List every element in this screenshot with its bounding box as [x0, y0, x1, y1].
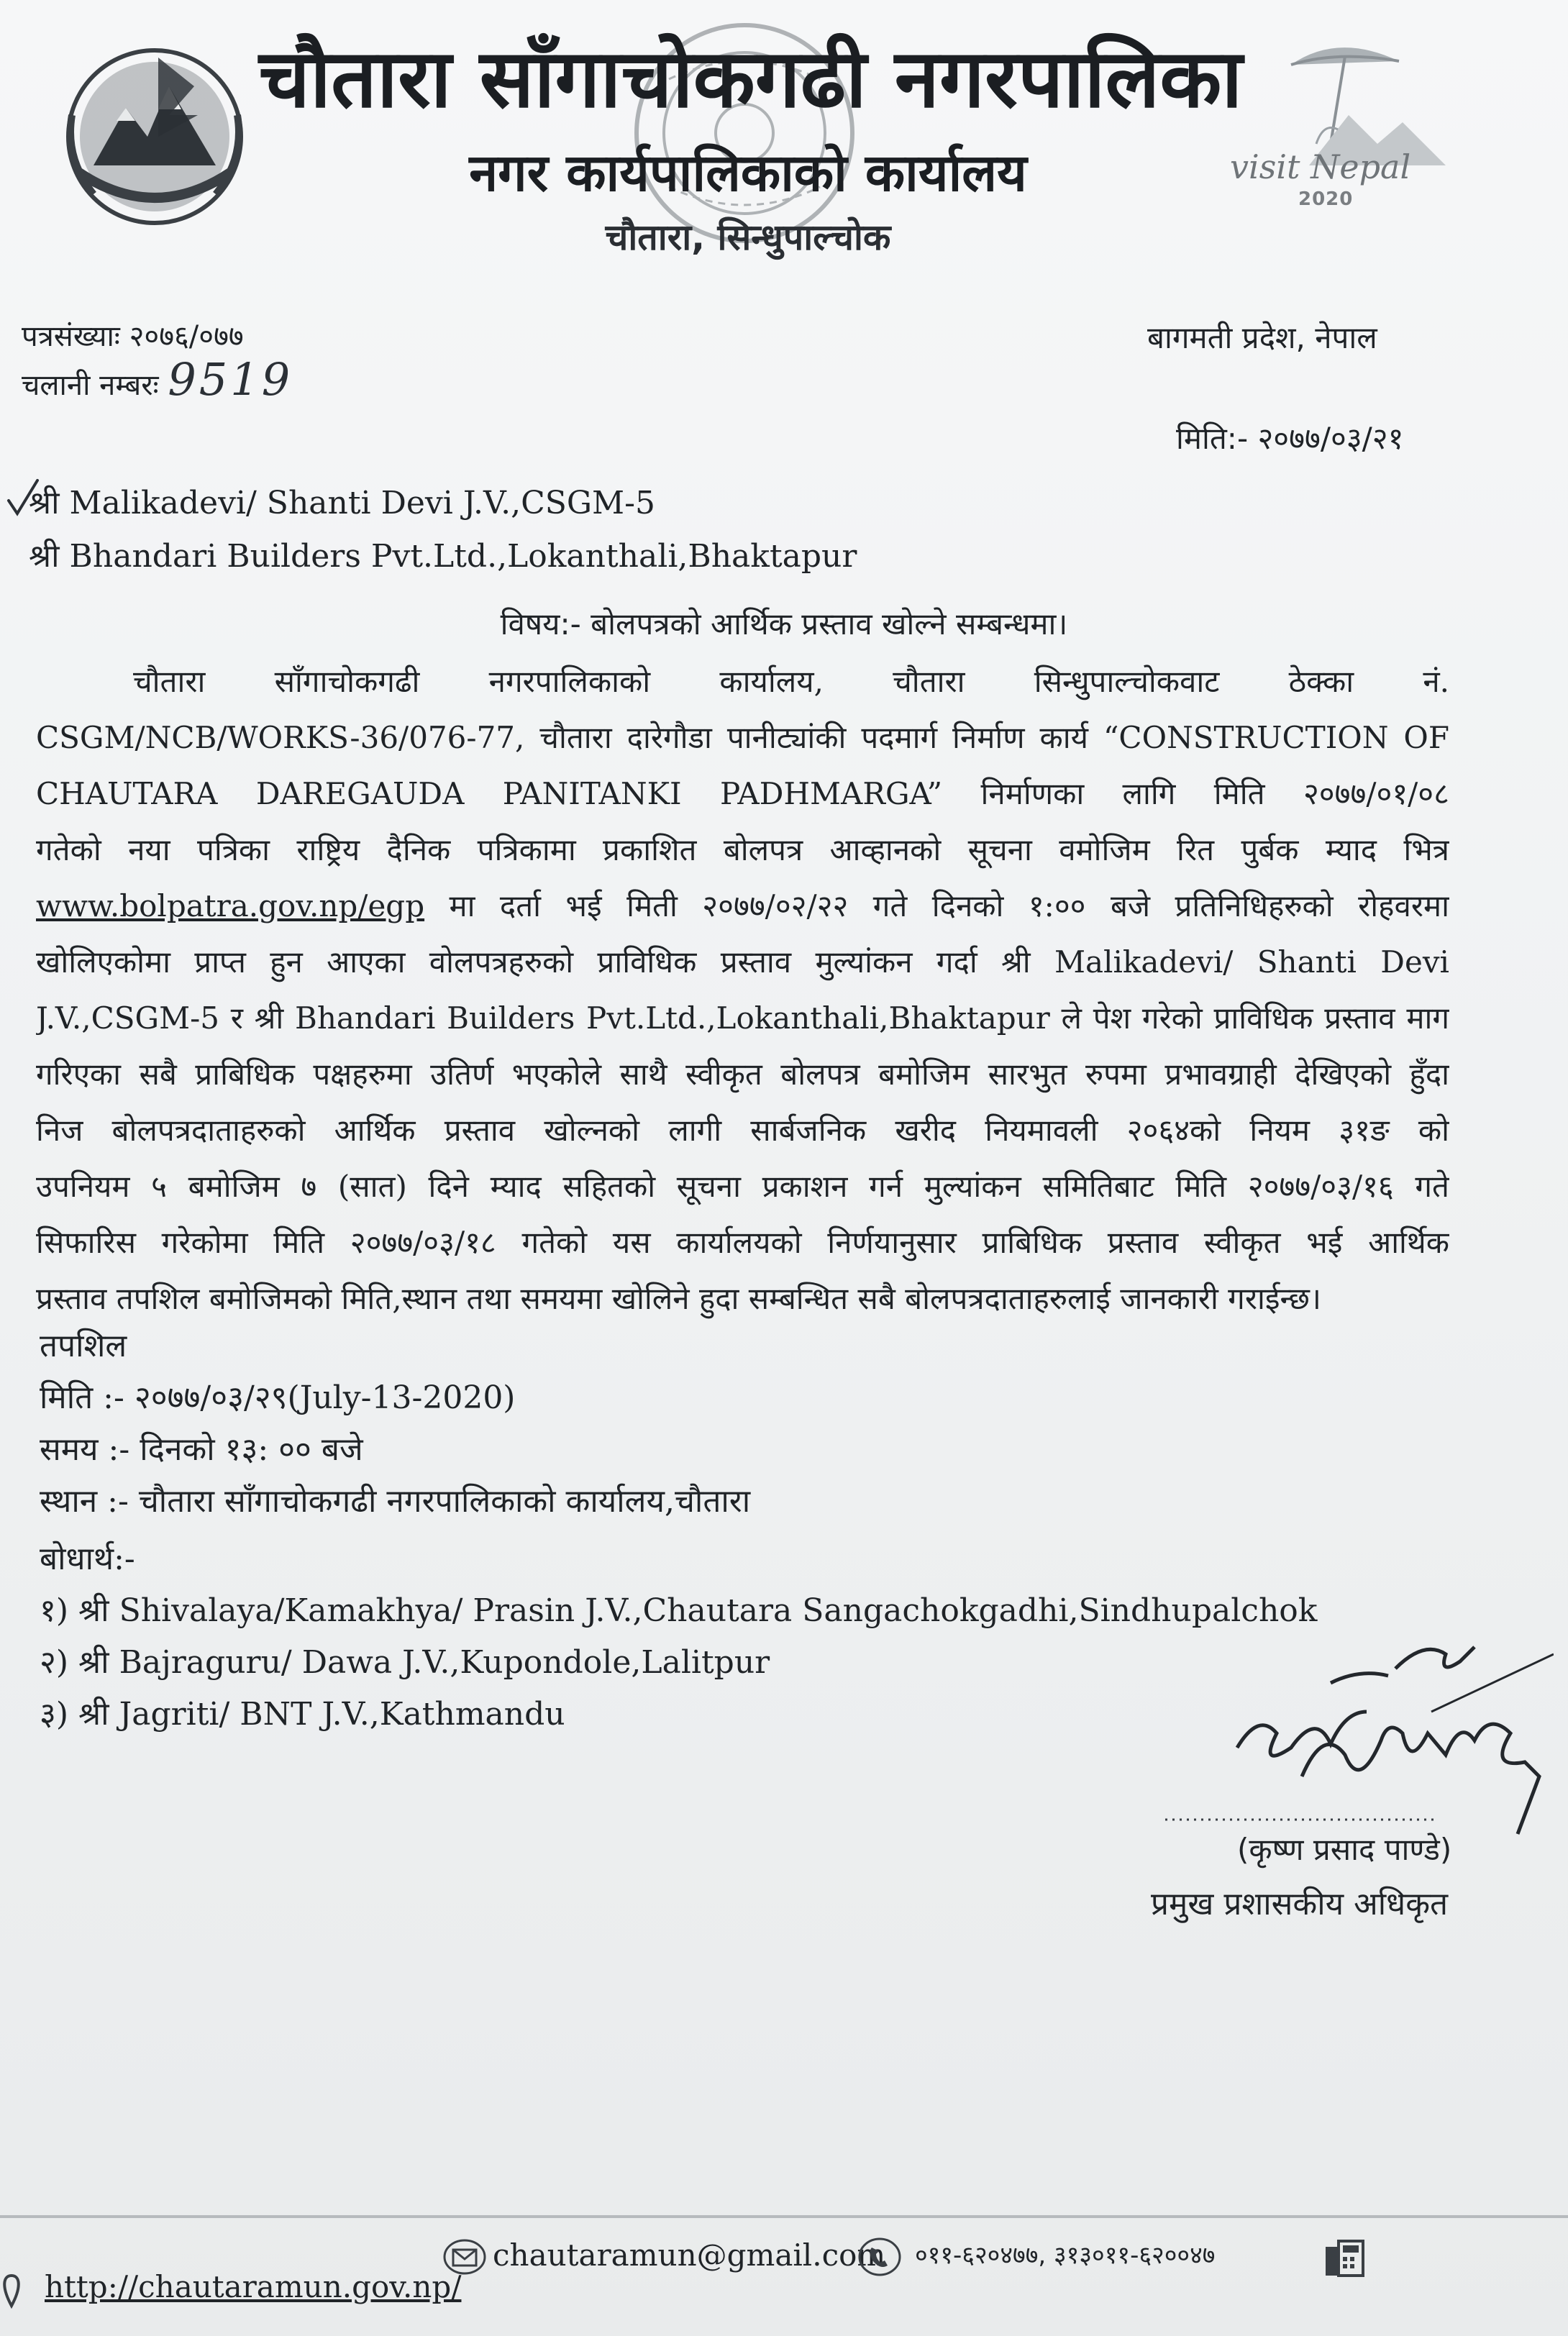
- cc-item: ३) श्री Jagriti/ BNT J.V.,Kathmandu: [40, 1696, 565, 1733]
- schedule-time: समय :- दिनको १३: ०० बजे: [40, 1431, 363, 1468]
- schedule-place: स्थान :- चौतारा साँगाचोकगढी नगरपालिकाको कार्यालय,चौतारा: [40, 1483, 751, 1520]
- municipality-name: चौतारा साँगाचोकगढी नगरपालिका: [259, 32, 1243, 126]
- mail-icon: [442, 2238, 487, 2276]
- office-location: चौतारा, सिन्धुपाल्चोक: [605, 216, 891, 258]
- signatory-name: (कृष्ण प्रसाद पाण्डे): [1237, 1832, 1452, 1867]
- dispatch-number-value: 9519: [168, 353, 293, 406]
- cc-item: १) श्री Shivalaya/Kamakhya/ Prasin J.V.,Chautara Sangachokgadhi,Sindhupalchok: [40, 1592, 1318, 1629]
- signatory-title: प्रमुख प्रशासकीय अधिकृत: [1151, 1886, 1449, 1922]
- body-line: गतेको नया पत्रिका राष्ट्रिय दैनिक पत्रिकामा प्रकाशित बोलपत्र आव्हानको सूचना वमोजिम रित पुर्बक म्याद भित्र: [36, 832, 1449, 867]
- letter-date: मिति:- २०७७/०३/२१: [1176, 421, 1404, 456]
- letter-number: [22, 316, 244, 357]
- letter-subject: विषय:- बोलपत्रको आर्थिक प्रस्ताव खोल्ने सम्बन्धमा।: [500, 606, 1068, 642]
- letter-number-value: २०७६/०७७: [129, 320, 244, 353]
- body-line: खोलिएकोमा प्राप्त हुन आएका वोलपत्रहरुको प्राविधिक प्रस्ताव मुल्यांकन गर्दा श्री Malikadevi/ Shanti Devi: [36, 944, 1449, 980]
- body-line: निज बोलपत्रदाताहरुको आर्थिक प्रस्ताव खोल्नको लागी सार्बजनिक खरीद नियमावली २०६४को नियम ३१ङ को: [36, 1113, 1449, 1148]
- visit-nepal-year: 2020: [1298, 188, 1354, 210]
- body-line: उपनियम ५ बमोजिम ७ (सात) दिने म्याद सहितको सूचना प्रकाशन गर्न मुल्यांकन समितिबाट मिति २०७७/०३/१६ गते: [36, 1169, 1449, 1204]
- body-line: CHAUTARA DAREGAUDA PANITANKI PADHMARGA” निर्माणका लागि मिति २०७७/०१/०८: [36, 776, 1449, 811]
- body-line: J.V.,CSGM-5 र श्री Bhandari Builders Pvt.Ltd.,Lokanthali,Bhaktapur ले पेश गरेको प्राविधिक प्रस्ताव माग: [36, 1000, 1449, 1036]
- fax-icon: [1320, 2238, 1369, 2278]
- letter-number-label: पत्रसंख्याः: [22, 320, 120, 353]
- handwritten-signature-icon: [1151, 1625, 1554, 1841]
- province-line: बागमती प्रदेश, नेपाल: [1147, 320, 1377, 355]
- dispatch-number: [22, 353, 293, 406]
- addressee-line: श्री Bhandari Builders Pvt.Ltd.,Lokanthali,Bhaktapur: [29, 538, 857, 575]
- nepal-emblem-icon: [50, 29, 259, 237]
- footer-email-link[interactable]: chautaramun@gmail.com: [493, 2237, 886, 2273]
- schedule-heading: तपशिल: [40, 1328, 127, 1364]
- footer-divider: [0, 2215, 1568, 2218]
- body-line: सिफारिस गरेकोमा मिति २०७७/०३/१८ गतेको यस कार्यालयको निर्णयानुसार प्राबिधिक प्रस्ताव स्वीकृत भई आर्थिक: [36, 1225, 1449, 1260]
- cc-heading: बोधार्थ:-: [40, 1541, 135, 1577]
- phone-icon: [857, 2237, 902, 2277]
- footer-website-link[interactable]: http://chautaramun.gov.np/: [45, 2269, 462, 2304]
- body-line: www.bolpatra.gov.np/egp मा दर्ता भई मिती २०७७/०२/२२ गते दिनको १:०० बजे प्रतिनिधिहरुको रोहवरमा: [36, 888, 1449, 923]
- cc-item: २) श्री Bajraguru/ Dawa J.V.,Kupondole,Lalitpur: [40, 1644, 770, 1681]
- addressee-line: श्री Malikadevi/ Shanti Devi J.V.,CSGM-5: [29, 485, 655, 521]
- body-line: प्रस्ताव तपशिल बमोजिमको मिति,स्थान तथा समयमा खोलिने हुदा सम्बन्धित सबै बोलपत्रदाताहरुलाई जानकारी गराईन्छ।: [36, 1281, 1321, 1316]
- office-name: नगर कार्यपालिकाको कार्यालय: [469, 142, 1027, 203]
- body-url-text: www.bolpatra.gov.np/egp: [36, 888, 425, 923]
- visit-nepal-text: visit Nepal: [1230, 147, 1411, 186]
- body-line: CSGM/NCB/WORKS-36/076-77, चौतारा दारेगौडा पानीट्यांकी पदमार्ग निर्माण कार्य “CONSTRUCTION OF: [36, 720, 1449, 755]
- dispatch-number-label: चलानी नम्बरः: [22, 369, 159, 402]
- schedule-date: मिति :- २०७७/०३/२९(July-13-2020): [40, 1379, 516, 1416]
- footer-phone: ०११-६२०४७७, ३१३०११-६२००४७: [915, 2241, 1216, 2270]
- location-icon: [0, 2273, 23, 2309]
- body-line: गरिएका सबै प्राबिधिक पक्षहरुमा उतिर्ण भएकोले साथै स्वीकृत बोलपत्र बमोजिम सारभुत रुपमा प्रभावग्राही देखिएको हुँदा: [36, 1057, 1449, 1092]
- body-line: चौतारा साँगाचोकगढी नगरपालिकाको कार्यालय, चौतारा सिन्धुपाल्चोकवाट ठेक्का नं.: [133, 664, 1449, 699]
